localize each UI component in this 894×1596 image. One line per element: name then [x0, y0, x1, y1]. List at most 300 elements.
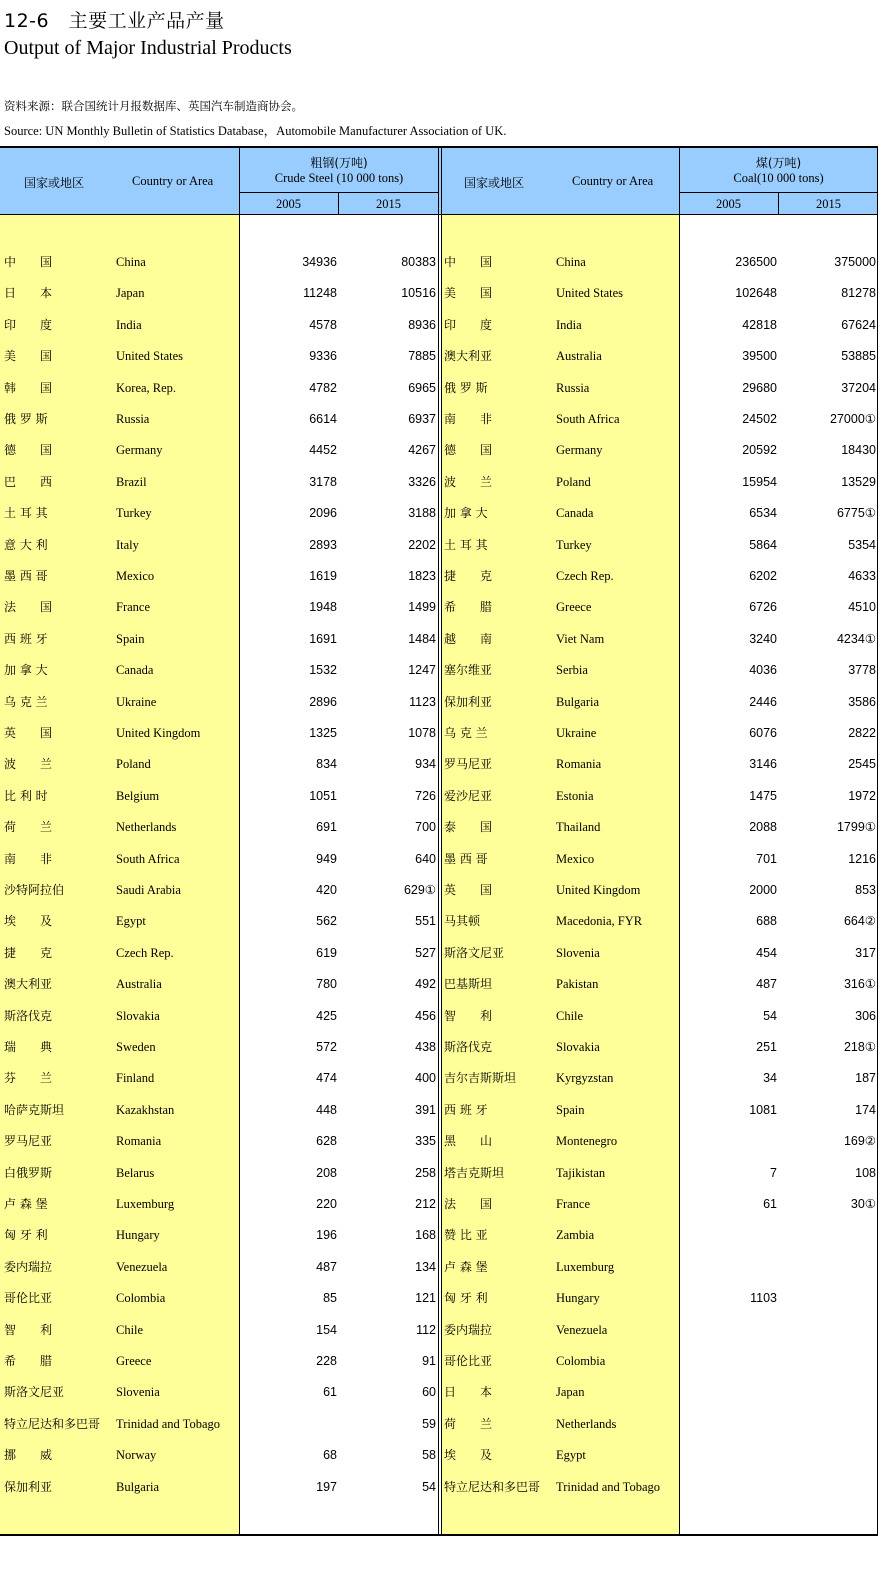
right-country-en: Slovenia	[556, 945, 600, 960]
right-country-zh: 巴基斯坦	[444, 977, 493, 992]
table-row	[0, 969, 894, 1000]
coal-2015-value: 30①	[850, 1197, 876, 1211]
right-country-en: Canada	[556, 506, 594, 521]
coal-2015-value: 664②	[843, 914, 876, 929]
steel-2005-value: 834	[316, 757, 337, 772]
left-country-en: Sweden	[116, 1040, 156, 1054]
table-row	[0, 1126, 894, 1157]
left-country-zh: 斯洛伐克	[4, 1008, 53, 1023]
steel-2015-value: 438	[415, 1040, 436, 1054]
coal-2015-value: 187	[855, 1071, 876, 1086]
table-row	[0, 875, 894, 906]
right-country-en: Bulgaria	[556, 694, 600, 709]
left-country-zh: 卢 森 堡	[4, 1197, 48, 1211]
table-row	[0, 1283, 894, 1314]
coal-2005-value: 34	[763, 1071, 777, 1086]
table-row	[0, 1377, 894, 1408]
right-country-en: Poland	[556, 474, 591, 489]
steel-2015-value: 726	[415, 788, 436, 803]
left-country-zh: 特立尼达和多巴哥	[4, 1416, 101, 1431]
coal-2005-value: 6534	[749, 506, 777, 521]
left-country-zh: 芬 兰	[4, 1071, 53, 1086]
coal-2015-value: 316①	[843, 977, 876, 992]
right-country-en: Ukraine	[556, 726, 597, 740]
right-country-en: Zambia	[556, 1228, 595, 1243]
steel-2015-value: 4267	[408, 443, 436, 458]
steel-2015-value: 400	[415, 1071, 436, 1086]
steel-2005-value: 2893	[309, 537, 337, 552]
steel-2015-value: 112	[416, 1322, 436, 1337]
left-country-zh: 印 度	[4, 317, 53, 332]
coal-2015-value: 67624	[841, 317, 876, 332]
coal-2005-value	[680, 1440, 777, 1471]
steel-2015-value: 59	[422, 1416, 436, 1431]
steel-2005-value: 4578	[309, 317, 337, 332]
coal-2015-value: 13529	[841, 474, 876, 489]
coal-2015-value: 1216	[848, 851, 876, 866]
table-row	[0, 1095, 894, 1126]
steel-2015-value: 391	[415, 1102, 436, 1117]
steel-2005-value: 220	[316, 1197, 337, 1211]
steel-2015-value: 629①	[403, 883, 436, 897]
coal-2005-value: 3240	[749, 631, 777, 646]
left-product-zh-header: 粗钢(万吨)	[310, 156, 368, 170]
left-country-zh: 匈 牙 利	[4, 1228, 48, 1243]
right-country-zh: 英 国	[444, 883, 493, 897]
left-country-zh: 白俄罗斯	[4, 1165, 53, 1180]
coal-2005-value: 454	[756, 945, 777, 960]
right-country-zh: 土 耳 其	[444, 537, 488, 552]
table-row	[0, 1315, 894, 1346]
right-country-zh: 墨 西 哥	[444, 851, 488, 866]
coal-2015-value: 317	[855, 945, 876, 960]
steel-2015-value: 58	[422, 1448, 436, 1463]
right-country-en: Spain	[556, 1102, 585, 1117]
coal-2015-value: 4633	[848, 569, 876, 583]
coal-2015-value: 2822	[848, 726, 876, 740]
left-country-zh: 希 腊	[4, 1354, 53, 1368]
coal-2015-value: 306	[855, 1008, 876, 1023]
left-country-zh: 巴 西	[4, 474, 53, 489]
right-country-en: Pakistan	[556, 977, 599, 992]
right-country-en: United States	[556, 286, 624, 301]
right-country-en: Serbia	[556, 663, 588, 678]
steel-2005-value: 1619	[309, 569, 337, 583]
table-row	[0, 906, 894, 937]
left-country-en: Poland	[116, 757, 151, 772]
left-country-en: United Kingdom	[116, 726, 201, 740]
coal-2005-value: 236500	[735, 255, 777, 269]
table-row	[0, 1189, 894, 1220]
right-country-zh: 德 国	[444, 443, 493, 458]
page-title-zh: 12-6 主要工业产品产量	[4, 10, 225, 32]
coal-2005-value: 7	[770, 1165, 777, 1180]
table-row	[0, 687, 894, 718]
left-country-zh: 中 国	[4, 255, 53, 269]
left-country-en: Luxemburg	[116, 1197, 175, 1211]
coal-2005-value: 39500	[742, 349, 777, 364]
coal-2015-value: 108	[855, 1165, 876, 1180]
table-row	[0, 1440, 894, 1471]
left-country-en: Finland	[116, 1071, 155, 1086]
steel-2015-value: 551	[415, 914, 436, 929]
left-country-zh: 捷 克	[4, 945, 53, 960]
right-country-zh: 爱沙尼亚	[444, 788, 493, 803]
table-row	[0, 467, 894, 498]
steel-2015-value: 212	[415, 1197, 436, 1211]
page-title-en: Output of Major Industrial Products	[4, 37, 292, 59]
right-country-en: Montenegro	[556, 1134, 618, 1149]
coal-2015-value: 169②	[843, 1134, 876, 1149]
left-country-en: South Africa	[116, 851, 180, 866]
left-country-zh: 沙特阿拉伯	[4, 883, 65, 897]
steel-2015-value: 1499	[408, 600, 436, 615]
coal-2015-value: 218①	[843, 1040, 876, 1054]
steel-2005-value: 61	[323, 1385, 337, 1400]
table-row	[0, 1001, 894, 1032]
table-row	[0, 341, 894, 372]
steel-2005-value: 2896	[309, 694, 337, 709]
right-country-en: Slovakia	[556, 1040, 600, 1054]
steel-2005-value: 11248	[303, 286, 337, 301]
table-row	[0, 655, 894, 686]
left-country-en: Belarus	[116, 1165, 155, 1180]
steel-2015-value: 1078	[408, 726, 436, 740]
right-country-zh: 斯洛文尼亚	[444, 945, 505, 960]
table-row	[0, 718, 894, 749]
coal-2015-value: 375000	[834, 255, 876, 269]
coal-2005-value	[680, 1472, 777, 1503]
left-country-zh: 瑞 典	[4, 1040, 53, 1054]
left-country-zh: 委内瑞拉	[4, 1259, 53, 1274]
left-country-en: Brazil	[116, 474, 147, 489]
left-country-en: Mexico	[116, 569, 155, 583]
right-country-zh: 日 本	[444, 1385, 493, 1400]
left-year-2015-header: 2015	[376, 197, 401, 211]
right-country-en: Thailand	[556, 820, 601, 835]
right-year-2005-header: 2005	[716, 197, 741, 211]
table-row	[0, 561, 894, 592]
coal-2005-value: 251	[756, 1040, 777, 1054]
steel-2015-value: 168	[415, 1228, 436, 1243]
right-country-en: Australia	[556, 349, 602, 364]
table-row	[0, 938, 894, 969]
left-country-zh: 荷 兰	[4, 820, 53, 835]
coal-2005-value: 487	[756, 977, 777, 992]
coal-2015-value: 3586	[848, 694, 876, 709]
right-product-en-header: Coal(10 000 tons)	[733, 171, 824, 185]
right-country-en: Estonia	[556, 788, 594, 803]
coal-2015-value: 81278	[841, 286, 876, 301]
left-country-zh: 法 国	[4, 600, 53, 615]
left-country-en: Venezuela	[116, 1259, 168, 1274]
coal-2005-value: 6076	[749, 726, 777, 740]
left-country-zh: 加 拿 大	[4, 663, 48, 678]
right-product-zh-header: 煤(万吨)	[755, 156, 802, 170]
steel-2005-value: 949	[316, 851, 337, 866]
right-country-en: Tajikistan	[556, 1165, 606, 1180]
coal-2005-value: 5864	[749, 537, 777, 552]
right-country-zh: 保加利亚	[444, 694, 493, 709]
right-country-zh: 哥伦比亚	[444, 1354, 493, 1368]
coal-2005-value: 4036	[749, 663, 777, 678]
left-country-en-header: Country or Area	[132, 174, 214, 188]
coal-2005-value: 3146	[749, 757, 777, 772]
table-top-border	[0, 146, 878, 148]
left-country-zh: 哥伦比亚	[4, 1291, 53, 1306]
left-country-zh: 德 国	[4, 443, 53, 458]
table-row	[0, 404, 894, 435]
left-country-en: Trinidad and Tobago	[116, 1416, 220, 1431]
left-country-en: Belgium	[116, 788, 160, 803]
steel-2005-value: 34936	[302, 255, 337, 269]
right-country-en: Romania	[556, 757, 602, 772]
left-country-zh-header: 国家或地区	[24, 176, 85, 190]
right-country-en: Hungary	[556, 1291, 600, 1306]
table-row	[0, 1252, 894, 1283]
left-country-zh: 南 非	[4, 851, 53, 866]
right-country-zh: 捷 克	[444, 569, 493, 583]
table-row	[0, 247, 894, 278]
right-country-en: Egypt	[556, 1448, 586, 1463]
right-country-zh: 越 南	[444, 631, 493, 646]
steel-2015-value: 640	[415, 851, 436, 866]
table-row	[0, 435, 894, 466]
steel-2015-value: 258	[415, 1165, 436, 1180]
coal-2005-value: 24502	[742, 412, 777, 426]
left-country-zh: 罗马尼亚	[4, 1134, 53, 1149]
right-country-en: Czech Rep.	[556, 569, 614, 583]
coal-2015-value: 18430	[841, 443, 876, 458]
left-country-zh: 土 耳 其	[4, 506, 48, 521]
right-country-zh: 加 拿 大	[444, 506, 488, 521]
right-country-zh: 塔吉克斯坦	[444, 1165, 505, 1180]
steel-2005-value: 425	[316, 1008, 337, 1023]
right-country-en-header: Country or Area	[572, 174, 654, 188]
right-country-zh: 吉尔吉斯斯坦	[444, 1071, 517, 1086]
steel-2005-value: 1691	[309, 631, 337, 646]
left-country-zh: 日 本	[4, 286, 53, 301]
steel-2005-value: 228	[316, 1354, 337, 1368]
steel-2015-value: 1247	[408, 663, 436, 678]
left-country-zh: 保加利亚	[4, 1479, 53, 1494]
right-country-zh: 罗马尼亚	[444, 757, 493, 772]
steel-2015-value: 121	[415, 1291, 436, 1306]
right-country-en: Venezuela	[556, 1322, 608, 1337]
left-country-zh: 波 兰	[4, 757, 53, 772]
left-country-en: Hungary	[116, 1228, 160, 1243]
steel-2005-value: 3178	[309, 474, 337, 489]
steel-2005-value: 619	[316, 945, 337, 960]
right-country-en: Kyrgyzstan	[556, 1071, 614, 1086]
right-country-en: India	[556, 317, 582, 332]
coal-2015-value: 5354	[848, 537, 876, 552]
right-country-en: United Kingdom	[556, 883, 641, 897]
left-country-en: Ukraine	[116, 694, 157, 709]
left-country-zh: 乌 克 兰	[4, 694, 48, 709]
right-country-zh: 赞 比 亚	[444, 1228, 488, 1243]
right-country-en: Germany	[556, 443, 603, 458]
coal-2005-value: 6202	[749, 569, 777, 583]
steel-2005-value: 474	[316, 1071, 337, 1086]
steel-2005-value: 1948	[309, 600, 337, 615]
left-country-zh: 墨 西 哥	[4, 569, 48, 583]
left-country-zh: 英 国	[4, 726, 53, 740]
steel-2015-value: 6965	[408, 380, 436, 395]
right-country-en: Netherlands	[556, 1416, 617, 1431]
right-country-en: Turkey	[556, 537, 592, 552]
steel-2015-value: 1484	[408, 631, 436, 646]
coal-2005-value	[680, 1409, 777, 1440]
steel-2015-value: 3326	[408, 474, 436, 489]
right-country-zh: 法 国	[444, 1197, 493, 1211]
left-country-en: Korea, Rep.	[116, 380, 177, 395]
left-country-en: Bulgaria	[116, 1479, 160, 1494]
coal-2005-value: 2446	[749, 694, 777, 709]
right-country-zh: 中 国	[444, 255, 493, 269]
left-country-zh: 哈萨克斯坦	[4, 1102, 65, 1117]
left-country-en: Spain	[116, 631, 145, 646]
right-country-zh: 卢 森 堡	[444, 1259, 488, 1274]
left-country-en: Saudi Arabia	[116, 883, 181, 897]
source-note-en: Source: UN Monthly Bulletin of Statistics Database，Automobile Manufacturer Association of UK.	[4, 124, 507, 138]
coal-2015-value	[780, 1252, 876, 1283]
left-country-zh: 斯洛文尼亚	[4, 1385, 65, 1400]
coal-2015-value	[780, 1409, 876, 1440]
steel-2015-value: 6937	[408, 412, 436, 426]
left-country-en: India	[116, 317, 142, 332]
steel-2015-value: 3188	[408, 506, 436, 521]
right-country-zh: 匈 牙 利	[444, 1291, 488, 1306]
right-country-zh: 荷 兰	[444, 1416, 493, 1431]
coal-2015-value: 2545	[848, 757, 876, 772]
left-country-en: Slovakia	[116, 1008, 160, 1023]
left-country-en: Egypt	[116, 914, 146, 929]
right-country-en: Trinidad and Tobago	[556, 1479, 660, 1494]
table-row	[0, 1063, 894, 1094]
steel-2005-value: 208	[316, 1165, 337, 1180]
source-note-zh: 资料来源：联合国统计月报数据库、英国汽车制造商协会。	[4, 99, 303, 113]
right-country-zh: 塞尔维亚	[444, 663, 493, 678]
coal-2015-value: 6775①	[836, 506, 876, 521]
right-country-zh: 俄 罗 斯	[444, 380, 488, 395]
coal-2015-value: 1972	[848, 788, 876, 803]
coal-2005-value: 61	[763, 1197, 777, 1211]
steel-2015-value: 54	[422, 1479, 436, 1494]
left-country-en: United States	[116, 349, 184, 364]
steel-2015-value: 492	[415, 977, 436, 992]
left-country-zh: 美 国	[4, 349, 53, 364]
table-row	[0, 530, 894, 561]
coal-2015-value: 37204	[841, 380, 876, 395]
steel-2015-value: 934	[415, 757, 436, 772]
right-country-zh: 希 腊	[444, 600, 493, 615]
right-country-en: Greece	[556, 600, 592, 615]
table-row	[0, 278, 894, 309]
table-row	[0, 1472, 894, 1503]
steel-2015-value: 60	[422, 1385, 436, 1400]
right-country-zh-header: 国家或地区	[464, 176, 525, 190]
table-row	[0, 812, 894, 843]
coal-2005-value	[680, 1315, 777, 1346]
coal-2005-value	[680, 1346, 777, 1377]
left-country-en: Colombia	[116, 1291, 166, 1306]
right-country-zh: 乌 克 兰	[444, 726, 488, 740]
steel-2015-value: 335	[415, 1134, 436, 1149]
steel-2005-value: 572	[316, 1040, 337, 1054]
right-country-en: France	[556, 1197, 591, 1211]
steel-2005-value: 68	[323, 1448, 337, 1463]
left-country-zh: 澳大利亚	[4, 977, 53, 992]
steel-2015-value: 527	[415, 945, 436, 960]
steel-2005-value: 487	[316, 1259, 337, 1274]
right-year-2015-header: 2015	[816, 197, 841, 211]
coal-2015-value: 4510	[848, 600, 876, 615]
steel-2005-value: 628	[316, 1134, 337, 1149]
left-country-zh: 智 利	[4, 1322, 53, 1337]
steel-2005-value: 4782	[309, 380, 337, 395]
right-country-en: Colombia	[556, 1354, 606, 1368]
right-country-en: Chile	[556, 1008, 584, 1023]
left-country-zh: 比 利 时	[4, 788, 48, 803]
table-row	[0, 624, 894, 655]
right-country-zh: 澳大利亚	[444, 349, 493, 364]
coal-2015-value	[780, 1472, 876, 1503]
table-row	[0, 749, 894, 780]
coal-2005-value	[680, 1220, 777, 1251]
steel-2005-value: 562	[316, 914, 337, 929]
left-country-en: Romania	[116, 1134, 162, 1149]
coal-2015-value: 53885	[841, 349, 876, 364]
steel-2015-value: 10516	[401, 286, 436, 301]
steel-2005-value: 9336	[309, 349, 337, 364]
left-year-2005-header: 2005	[276, 197, 301, 211]
right-country-en: Macedonia, FYR	[556, 914, 643, 929]
left-country-en: Czech Rep.	[116, 945, 174, 960]
left-country-zh: 俄 罗 斯	[4, 412, 48, 426]
steel-2005-value: 1325	[309, 726, 337, 740]
right-country-zh: 特立尼达和多巴哥	[444, 1479, 541, 1494]
steel-2005-value: 1051	[309, 788, 337, 803]
steel-2015-value: 1123	[409, 694, 436, 709]
steel-2005-value: 154	[316, 1322, 337, 1337]
coal-2005-value: 701	[756, 851, 777, 866]
coal-2015-value: 3778	[848, 663, 876, 678]
left-country-en: Russia	[116, 412, 150, 426]
table-row	[0, 310, 894, 341]
left-country-en: Australia	[116, 977, 162, 992]
table-bottom-border	[0, 1534, 878, 1536]
right-country-en: Russia	[556, 380, 590, 395]
right-country-en: Viet Nam	[556, 631, 605, 646]
right-country-zh: 委内瑞拉	[444, 1322, 493, 1337]
coal-2005-value: 20592	[742, 443, 777, 458]
left-country-en: Chile	[116, 1322, 144, 1337]
right-country-en: Luxemburg	[556, 1259, 615, 1274]
left-country-zh: 意 大 利	[4, 537, 48, 552]
coal-2005-value: 1081	[749, 1102, 777, 1117]
table-row	[0, 781, 894, 812]
coal-2005-value	[680, 1377, 777, 1408]
right-country-zh: 智 利	[444, 1008, 493, 1023]
right-country-en: Mexico	[556, 851, 595, 866]
coal-2015-value: 1799①	[836, 820, 876, 835]
coal-2005-value: 1103	[750, 1291, 777, 1306]
coal-2015-value	[780, 1283, 876, 1314]
table-row	[0, 1158, 894, 1189]
coal-2005-value: 15954	[742, 474, 777, 489]
table-row	[0, 1346, 894, 1377]
